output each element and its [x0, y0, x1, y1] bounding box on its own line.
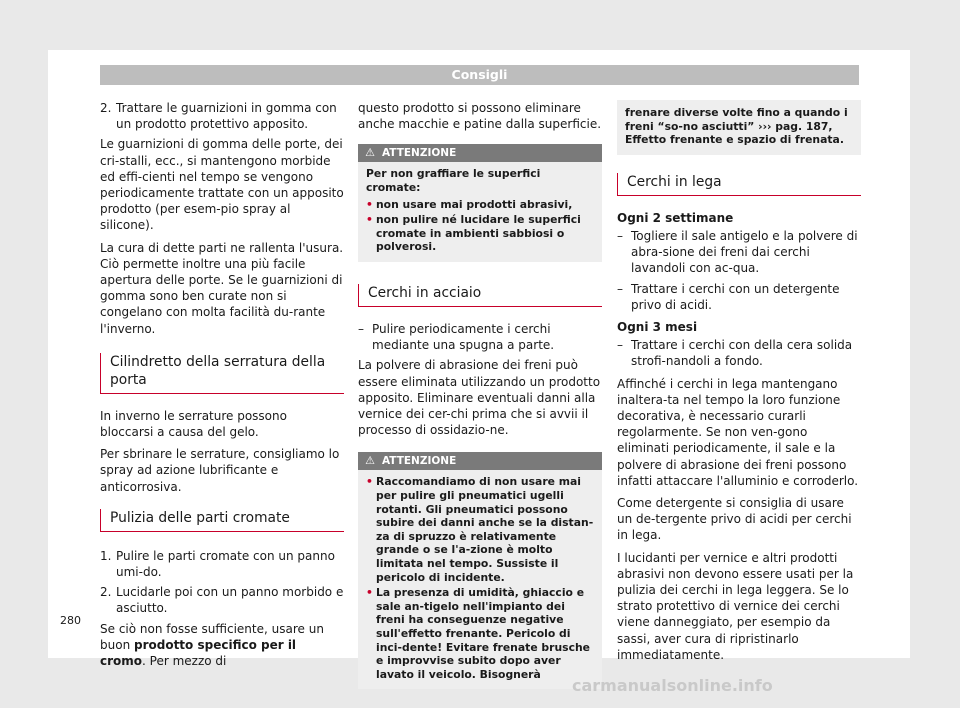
- list-item: [617, 228, 861, 277]
- warning-icon: ⚠: [365, 146, 375, 160]
- warning-box: [358, 144, 602, 262]
- list-text: Pulire le parti cromate con un panno umi-do.: [116, 548, 335, 580]
- list-item: [100, 100, 344, 132]
- dash-icon: –: [617, 228, 623, 243]
- paragraph: [100, 621, 344, 670]
- subheading: Ogni 3 mesi: [617, 320, 698, 334]
- section-title: Cerchi in acciaio: [358, 284, 602, 307]
- list-item: [100, 584, 344, 616]
- paragraph: In inverno le serrature possono bloccarsi a causa del gelo.: [100, 408, 287, 440]
- paragraph: questo prodotto si possono eliminare anche macchie e patine dalla superficie.: [358, 101, 602, 132]
- bullet-icon: •: [366, 197, 373, 211]
- dash-icon: –: [617, 281, 623, 296]
- warning-text: La presenza di umidità, ghiaccio e sale an-tigelo nell'impianto dei freni ha conseguenze negative sull'effetto frenante. Pericolo di inci-dente! Evitare frenate brusche e improvvise subito dopo aver lavato il veicolo. Bisognerà: [376, 586, 590, 681]
- column-2: [358, 100, 602, 699]
- paragraph: La cura di dette parti ne rallenta l'usura. Ciò permette inoltre una più facile apertura delle porte. Se le guarnizioni di gomma sono ben curate non si congelano con molta facilità du-rante l'inverno.: [100, 240, 344, 336]
- warning-title: ATTENZIONE: [382, 455, 457, 468]
- list-text: Pulire periodicamente i cerchi mediante una spugna a parte.: [372, 321, 555, 353]
- column-1: [100, 100, 344, 675]
- warning-text: non usare mai prodotti abrasivi,: [376, 197, 573, 211]
- warning-icon: ⚠: [365, 454, 375, 468]
- warning-text: Raccomandiamo di non usare mai per pulire gli pneumatici ugelli rotanti. Gli pneumatici possono subire dei danni anche se la distan-za di spruzzo è relativamente grande o se l'a-zione è molto limitata nel tempo. Sussiste il pericolo di incidente.: [376, 475, 594, 584]
- list-item: [617, 281, 861, 313]
- warning-item: [366, 198, 594, 212]
- warning-intro: Per non graffiare le superfici cromate:: [366, 167, 541, 194]
- dash-icon: –: [358, 321, 364, 336]
- list-text: Togliere il sale antigelo e la polvere di abra-sione dei freni dai cerchi lavandoli con ac-qua.: [631, 228, 858, 276]
- paragraph: Le guarnizioni di gomma delle porte, dei cri-stalli, ecc., si mantengono morbide ed effi-cienti nel tempo se vengono periodicamente trattate con un apposito prodotto (per esem-pio spray al silicone).: [100, 137, 344, 233]
- warning-item: [366, 213, 594, 254]
- list-item: [358, 321, 602, 353]
- warning-header: [358, 144, 602, 162]
- warning-text: non pulire né lucidare le superfici cromate in ambienti sabbiosi o polverosi.: [376, 213, 581, 254]
- page-number: 280: [60, 614, 81, 627]
- bullet-icon: •: [366, 475, 373, 489]
- warning-box: [358, 452, 602, 689]
- list-text: Lucidarle poi con un panno morbido e asciutto.: [116, 585, 344, 616]
- list-item: [617, 337, 861, 369]
- page-header: Consigli: [100, 65, 859, 85]
- warning-body: [358, 162, 602, 262]
- list-number: 1.: [100, 548, 112, 563]
- paragraph: I lucidanti per vernice e altri prodotti abrasivi non devono essere usati per la pulizia dei cerchi in lega leggera. Se lo strato protettivo di vernice dei cerchi viene danneggiato, per esempio da sassi, aver cura di ripristinarlo immediatamente.: [617, 550, 854, 662]
- paragraph: La polvere di abrasione dei freni può essere eliminata utilizzando un prodotto apposito. Eliminare eventuali danni alla vernice dei cer-chi prima che si avvii il processo di ossidazio-ne.: [358, 358, 601, 438]
- text-bold: prodotto specifico per il cromo: [100, 637, 297, 669]
- section-title: Cerchi in lega: [617, 173, 861, 196]
- bullet-icon: •: [366, 586, 373, 600]
- section-title: Pulizia delle parti cromate: [100, 509, 344, 532]
- list-number: 2.: [100, 101, 112, 115]
- warning-header: [358, 452, 602, 470]
- paragraph: Come detergente si consiglia di usare un de-tergente privo di acidi per cerchi in lega.: [617, 496, 852, 543]
- paragraph: Per sbrinare le serrature, consigliamo lo spray ad azione lubrificante e anticorrosiva.: [100, 447, 340, 494]
- list-text: Trattare i cerchi con un detergente privo di acidi.: [631, 281, 840, 312]
- section-title: Cilindretto della serratura della porta: [100, 353, 344, 394]
- column-3: [617, 100, 861, 669]
- warning-item: [366, 475, 594, 584]
- text: . Per mezzo di: [142, 654, 227, 669]
- list-number: 2.: [100, 585, 112, 600]
- warning-title: ATTENZIONE: [382, 147, 457, 160]
- list-text: Trattare i cerchi con della cera solida strofi-nandoli a fondo.: [631, 338, 853, 369]
- watermark: carmanualsonline.info: [572, 676, 773, 695]
- warning-body: [358, 470, 602, 689]
- text: Se ciò non fosse sufficiente, usare un buon: [100, 621, 324, 652]
- dash-icon: –: [617, 338, 623, 353]
- bullet-icon: •: [366, 213, 373, 227]
- warning-continuation: frenare diverse volte fino a quando i freni “so-no asciutti” ››› pag. 187, Effetto frenante e spazio di frenata.: [617, 100, 861, 155]
- warning-item: [366, 586, 594, 681]
- subheading: Ogni 2 settimane: [617, 210, 734, 225]
- paragraph: Affinché i cerchi in lega mantengano inaltera-ta nel tempo la loro funzione decorativa, è necessario curarli regolarmente. Se non ven-gono eliminati periodicamente, il sale e la polvere di abrasione dei freni possono infatti attaccare l'alluminio e corroderlo.: [617, 376, 859, 488]
- list-text: Trattare le guarnizioni in gomma con un prodotto protettivo apposito.: [116, 101, 337, 132]
- list-item: [100, 548, 344, 580]
